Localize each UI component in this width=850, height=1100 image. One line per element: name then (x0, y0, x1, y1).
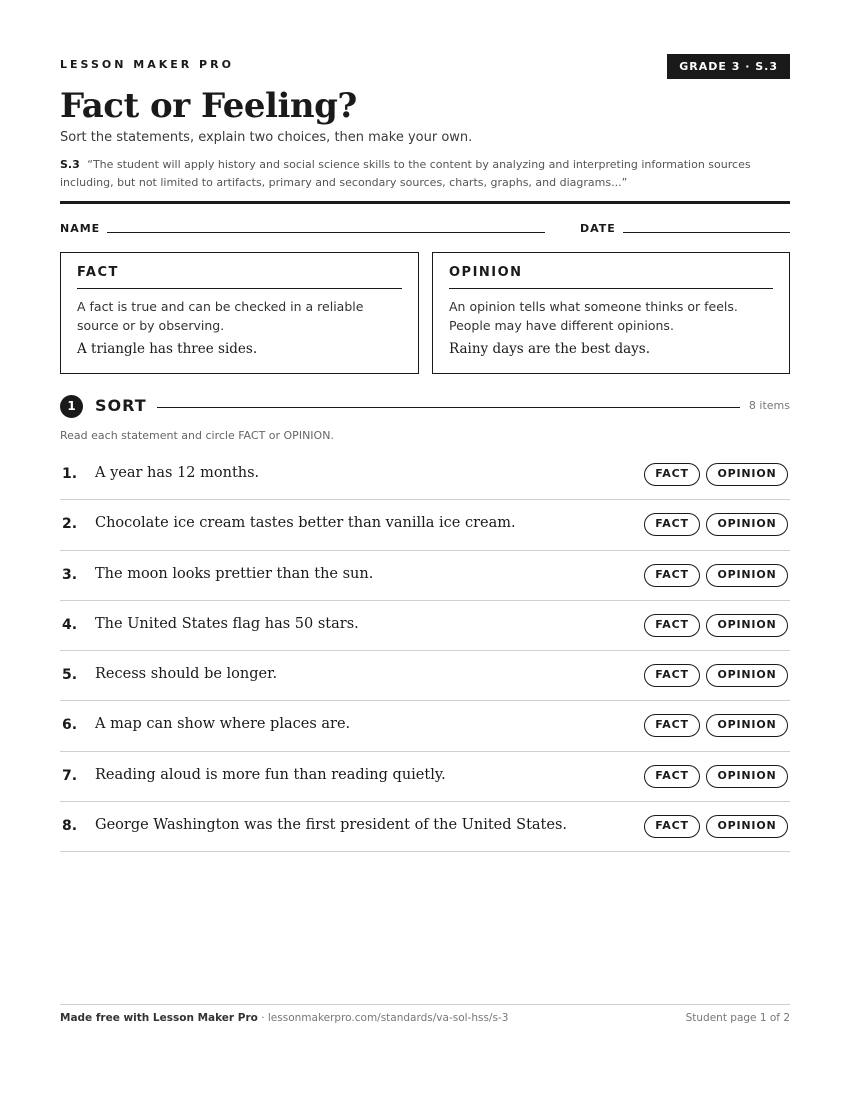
statement-number: 2. (62, 516, 78, 533)
statement-number: 7. (62, 767, 78, 784)
standard-code: S.3 (60, 158, 80, 171)
opinion-example: Rainy days are the best days. (449, 341, 650, 357)
fact-heading: FACT (77, 265, 402, 289)
worksheet-page (60, 0, 790, 1100)
standard-note (60, 156, 790, 192)
name-label: NAME (60, 222, 101, 235)
statement-list (60, 450, 790, 852)
brand-name: LESSON MAKER PRO (60, 58, 234, 71)
section-title: SORT (95, 396, 147, 415)
section-instructions: Read each statement and circle FACT or OPINION. (60, 429, 334, 442)
statement-text: A map can show where places are. (95, 716, 351, 733)
statement-row (60, 651, 790, 701)
footer-page-number: Student page 1 of 2 (685, 1012, 790, 1024)
statement-number: 5. (62, 667, 78, 684)
statement-number: 6. (62, 717, 78, 734)
opinion-choice-button[interactable]: OPINION (706, 614, 788, 637)
item-count: 8 items (748, 399, 790, 412)
date-label: DATE (580, 222, 616, 235)
opinion-choice-button[interactable]: OPINION (706, 513, 788, 536)
opinion-definition-box (432, 252, 790, 374)
fact-choice-button[interactable]: FACT (644, 714, 700, 737)
fact-choice-button[interactable]: FACT (644, 614, 700, 637)
statement-text: Recess should be longer. (95, 666, 278, 683)
statement-text: Chocolate ice cream tastes better than vanilla ice cream. (95, 515, 516, 532)
opinion-choice-button[interactable]: OPINION (706, 463, 788, 486)
section-number-badge: 1 (60, 395, 83, 418)
opinion-choice-button[interactable]: OPINION (706, 714, 788, 737)
opinion-heading: OPINION (449, 265, 773, 289)
section-divider (157, 407, 740, 408)
statement-text: George Washington was the first president of the United States. (95, 817, 568, 834)
header-divider (60, 201, 790, 204)
date-field[interactable] (623, 232, 790, 233)
fact-choice-button[interactable]: FACT (644, 564, 700, 587)
fact-choice-button[interactable]: FACT (644, 463, 700, 486)
statement-number: 4. (62, 616, 78, 633)
footer-made-with: Made free with Lesson Maker Pro (60, 1012, 258, 1024)
footer-credit (60, 1012, 508, 1024)
statement-number: 1. (62, 466, 78, 482)
sort-section-header (60, 395, 790, 419)
statement-text: The moon looks prettier than the sun. (95, 565, 374, 582)
statement-row (60, 802, 790, 852)
footer-url[interactable]: · lessonmakerpro.com/standards/va-sol-hss/s-3 (261, 1012, 509, 1024)
statement-text: Reading aloud is more fun than reading quietly. (95, 766, 446, 783)
fact-example: A triangle has three sides. (77, 341, 258, 357)
statement-row (60, 752, 790, 802)
grade-badge: GRADE 3 · S.3 (667, 54, 790, 79)
statement-row (60, 701, 790, 751)
opinion-definition: An opinion tells what someone thinks or feels. People may have different opinions. (449, 299, 738, 333)
name-field[interactable] (107, 232, 545, 233)
statement-row (60, 551, 790, 601)
opinion-choice-button[interactable]: OPINION (706, 564, 788, 587)
opinion-choice-button[interactable]: OPINION (706, 815, 788, 838)
fact-choice-button[interactable]: FACT (644, 765, 700, 788)
standard-text: “The student will apply history and social science skills to the content by analyzing and interpreting information sources including, but not limited to artifacts, primary and secondary sources, charts, graphs, and diagrams...” (60, 158, 751, 189)
fact-definition: A fact is true and can be checked in a reliable source or by observing. (77, 299, 364, 333)
statement-number: 3. (62, 566, 78, 583)
page-subtitle: Sort the statements, explain two choices, then make your own. (60, 130, 473, 145)
statement-row (60, 500, 790, 550)
fact-definition-box (60, 252, 419, 374)
fact-choice-button[interactable]: FACT (644, 815, 700, 838)
statement-row (60, 601, 790, 651)
page-title: Fact or Feeling? (60, 86, 357, 126)
footer-divider (60, 1004, 790, 1005)
fact-choice-button[interactable]: FACT (644, 664, 700, 687)
statement-text: The United States flag has 50 stars. (95, 615, 359, 632)
opinion-choice-button[interactable]: OPINION (706, 664, 788, 687)
statement-row (60, 450, 790, 500)
statement-text: A year has 12 months. (95, 465, 260, 481)
fact-choice-button[interactable]: FACT (644, 513, 700, 536)
opinion-choice-button[interactable]: OPINION (706, 765, 788, 788)
statement-number: 8. (62, 818, 78, 835)
